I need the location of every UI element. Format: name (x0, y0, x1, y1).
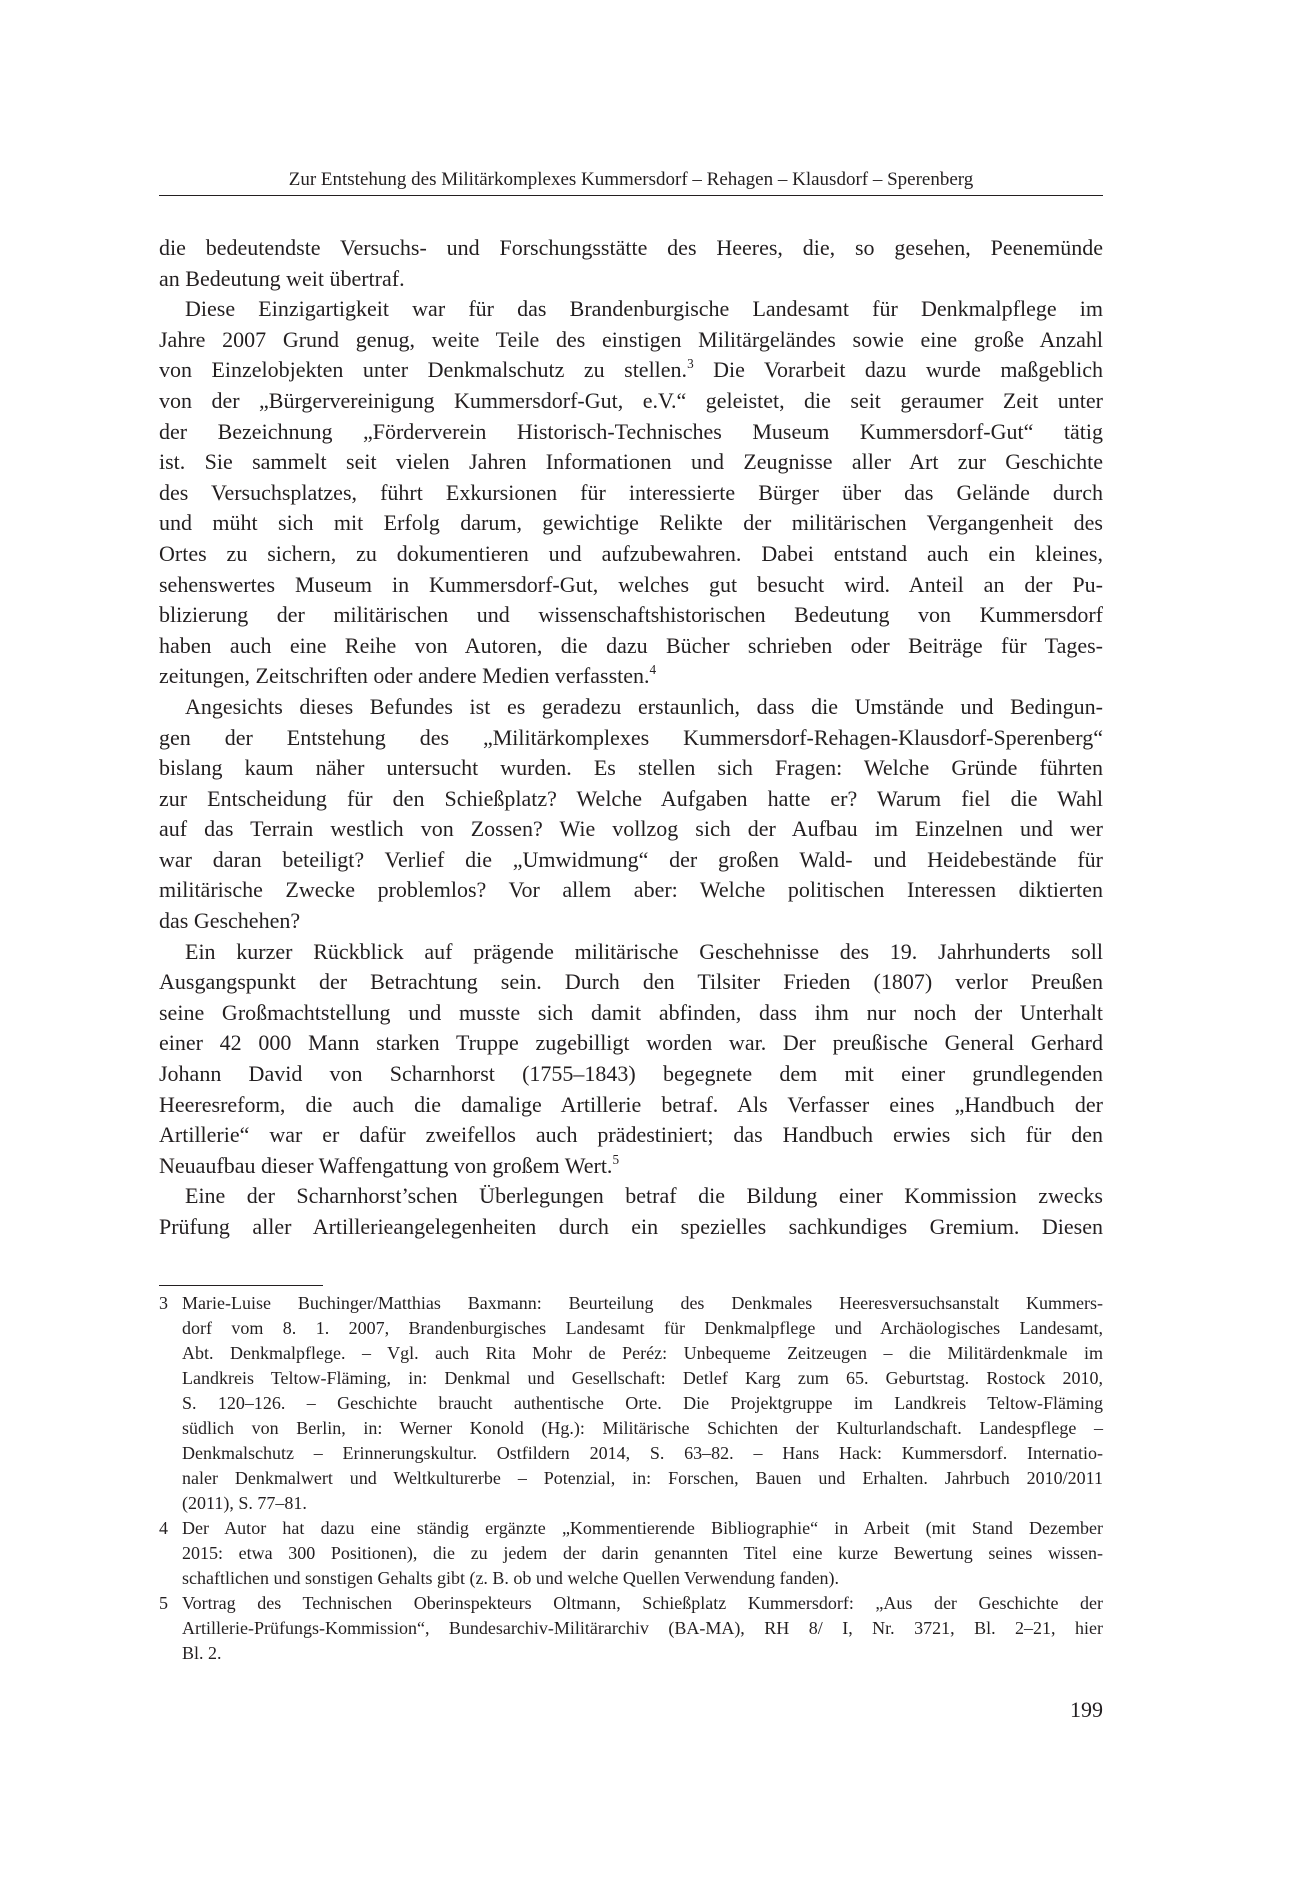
line-text: Johann David von Scharnhorst (1755–1843) begegnete dem mit einer grundlegenden (159, 1061, 1103, 1087)
line-text: ist. Sie sammelt seit vielen Jahren Informationen und Zeugnisse aller Art zur Geschichte (159, 449, 1103, 475)
line-text: war daran beteiligt? Verlief die „Umwidmung“ der großen Wald- und Heidebestände für (159, 846, 1103, 872)
paragraph (159, 233, 1103, 294)
line-text: zur Entscheidung für den Schießplatz? Welche Aufgaben hatte er? Warum fiel die Wahl (159, 785, 1103, 811)
footnote-line: Marie-Luise Buchinger/Matthias Baxmann: Beurteilung des Denkmales Heeresversuchsanstalt Kummers- (182, 1293, 1103, 1313)
line-text: an Bedeutung weit übertraf. (159, 265, 405, 291)
line-text: das Geschehen? (159, 908, 301, 934)
text-line (159, 784, 1103, 815)
line-text: Jahre 2007 Grund genug, weite Teile des einstigen Militärgeländes sowie eine große Anzahl (159, 326, 1103, 352)
footnote-reference[interactable]: 4 (649, 662, 657, 678)
line-text: Artillerie“ war er dafür zweifellos auch prädestiniert; das Handbuch erwies sich für den (159, 1122, 1103, 1148)
line-text: auf das Terrain westlich von Zossen? Wie vollzog sich der Aufbau im Einzelnen und wer (159, 816, 1103, 842)
text-line (159, 814, 1103, 845)
footnote-line: Bl. 2. (182, 1643, 222, 1663)
footnote-reference[interactable]: 3 (687, 356, 694, 372)
text-line (159, 478, 1103, 509)
footnote (159, 1516, 1103, 1591)
line-text: und müht sich mit Erfolg darum, gewichtige Relikte der militärischen Vergangenheit des (159, 510, 1103, 536)
text-line (159, 1151, 1103, 1182)
text-line (159, 967, 1103, 998)
text-line (159, 386, 1103, 417)
text-line (159, 600, 1103, 631)
paragraph (159, 937, 1103, 1182)
text-line (159, 875, 1103, 906)
text-line (159, 845, 1103, 876)
footnote-number: 3 (159, 1293, 168, 1313)
line-text: zeitungen, Zeitschriften oder andere Medien verfassten. (159, 663, 650, 689)
text-line (159, 661, 1103, 692)
footnotes (159, 1291, 1103, 1666)
text-line (159, 753, 1103, 784)
line-text: Eine der Scharnhorst’schen Überlegungen betraf die Bildung einer Kommission zwecks (185, 1183, 1103, 1209)
text-line (159, 233, 1103, 264)
text-line (159, 1181, 1103, 1212)
paragraph (159, 1181, 1103, 1242)
line-text: von Einzelobjekten unter Denkmalschutz zu stellen. (159, 357, 688, 383)
line-text: Ortes zu sichern, zu dokumentieren und aufzubewahren. Dabei entstand auch ein kleines, (159, 540, 1103, 566)
body-text (159, 233, 1103, 1243)
footnote (159, 1591, 1103, 1666)
footnote-line: Abt. Denkmalpflege. – Vgl. auch Rita Mohr de Peréz: Unbequeme Zeitzeugen – die Militärdenkmale im (182, 1343, 1103, 1363)
text-line (159, 1028, 1103, 1059)
line-text: Neuaufbau dieser Waffengattung von großem Wert. (159, 1152, 613, 1178)
line-text: der Bezeichnung „Förderverein Historisch-Technisches Museum Kummersdorf-Gut“ tätig (159, 418, 1103, 444)
footnote-line: schaftlichen und sonstigen Gehalts gibt (z. B. ob und welche Quellen Verwendung fanden). (182, 1568, 839, 1588)
footnote (159, 1291, 1103, 1516)
line-text: blizierung der militärischen und wissenschaftshistorischen Bedeutung von Kummersdorf (159, 602, 1103, 628)
text-line (159, 723, 1103, 754)
footnote-line: Vortrag des Technischen Oberinspekteurs Oltmann, Schießplatz Kummersdorf: „Aus der Geschichte der (182, 1593, 1103, 1613)
line-text: Ausgangspunkt der Betrachtung sein. Durch den Tilsiter Frieden (1807) verlor Preußen (159, 969, 1103, 995)
text-line (159, 355, 1103, 386)
text-line (159, 417, 1103, 448)
footnote-line: 2015: etwa 300 Positionen), die zu jedem der darin genannten Titel eine kurze Bewertung seines wissen- (182, 1543, 1103, 1563)
footnote-line: S. 120–126. – Geschichte braucht authentische Orte. Die Projektgruppe im Landkreis Teltow-Fläming (182, 1393, 1103, 1413)
footnote-line: naler Denkmalwert und Weltkulturerbe – Potenzial, in: Forschen, Bauen und Erhalten. Jahrbuch 2010/2011 (182, 1468, 1103, 1488)
text-line (159, 906, 1103, 937)
line-text: die bedeutendste Versuchs- und Forschungsstätte des Heeres, die, so gesehen, Peenemünde (159, 235, 1103, 260)
footnote-line: Artillerie-Prüfungs-Kommission“, Bundesarchiv-Militärarchiv (BA-MA), RH 8/ I, Nr. 3721, Bl. 2–21, hier (182, 1618, 1103, 1638)
paragraph (159, 692, 1103, 937)
footnote-line: Landkreis Teltow-Fläming, in: Denkmal und Gesellschaft: Detlef Karg zum 65. Geburtstag. Rostock 2010, (182, 1368, 1103, 1388)
text-line (159, 1059, 1103, 1090)
line-text: Heeresreform, die auch die damalige Artillerie betraf. Als Verfasser eines „Handbuch der (159, 1091, 1103, 1117)
footnote-line: Denkmalschutz – Erinnerungskultur. Ostfildern 2014, S. 63–82. – Hans Hack: Kummersdorf. Internatio- (182, 1443, 1103, 1463)
line-text: haben auch eine Reihe von Autoren, die dazu Bücher schrieben oder Beiträge für Tages- (159, 632, 1103, 658)
page-number: 199 (1070, 1697, 1103, 1722)
line-text: sehenswertes Museum in Kummersdorf-Gut, welches gut besucht wird. Anteil an der Pu- (159, 571, 1103, 597)
line-text: Diese Einzigartigkeit war für das Brandenburgische Landesamt für Denkmalpflege im (185, 296, 1103, 322)
footnote-reference[interactable]: 5 (612, 1151, 620, 1167)
footnote-number: 5 (159, 1593, 168, 1613)
line-text: bislang kaum näher untersucht wurden. Es stellen sich Fragen: Welche Gründe führten (159, 755, 1103, 781)
line-text: Prüfung aller Artillerieangelegenheiten durch ein spezielles sachkundiges Gremium. Diesen (159, 1214, 1103, 1239)
text-line (159, 539, 1103, 570)
header-rule (159, 195, 1103, 196)
text-line (159, 264, 1103, 295)
footnote-line: Der Autor hat dazu eine ständig ergänzte „Kommentierende Bibliographie“ in Arbeit (mit Stand Dezember (182, 1518, 1103, 1538)
line-text: gen der Entstehung des „Militärkomplexes Kummersdorf-Rehagen-Klausdorf-Sperenberg“ (159, 724, 1103, 750)
line-text: von der „Bürgervereinigung Kummersdorf-Gut, e.V.“ geleistet, die seit geraumer Zeit unter (159, 387, 1103, 413)
text-line (159, 325, 1103, 356)
line-text: einer 42 000 Mann starken Truppe zugebilligt worden war. Der preußische General Gerhard (159, 1030, 1103, 1056)
line-text: des Versuchsplatzes, führt Exkursionen für interessierte Bürger über das Gelände durch (159, 479, 1103, 505)
running-header: Zur Entstehung des Militärkomplexes Kummersdorf – Rehagen – Klausdorf – Sperenberg (288, 169, 974, 190)
line-text: Ein kurzer Rückblick auf prägende militärische Geschehnisse des 19. Jahrhunderts soll (185, 938, 1103, 964)
text-line (159, 447, 1103, 478)
text-line (159, 937, 1103, 968)
footnote-line: dorf vom 8. 1. 2007, Brandenburgisches Landesamt für Denkmalpflege und Archäologisches Landesamt, (182, 1318, 1103, 1338)
text-line (159, 508, 1103, 539)
text-line (159, 631, 1103, 662)
footnote-rule (159, 1285, 323, 1286)
text-line (159, 1120, 1103, 1151)
text-line (159, 570, 1103, 601)
paragraph (159, 294, 1103, 692)
footnote-line: südlich von Berlin, in: Werner Konold (Hg.): Militärische Schichten der Kulturlandschaft. Landespflege – (182, 1418, 1103, 1438)
line-text: militärische Zwecke problemlos? Vor allem aber: Welche politischen Interessen diktierten (159, 877, 1103, 903)
line-text: Angesichts dieses Befundes ist es geradezu erstaunlich, dass die Umstände und Bedingun- (185, 693, 1103, 719)
text-line (159, 1090, 1103, 1121)
footnote-number: 4 (159, 1518, 168, 1538)
text-line (159, 294, 1103, 325)
text-line (159, 1212, 1103, 1243)
line-text: Die Vorarbeit dazu wurde maßgeblich (693, 357, 1103, 383)
text-line (159, 692, 1103, 723)
line-text: seine Großmachtstellung und musste sich damit abfinden, dass ihm nur noch der Unterhalt (159, 999, 1103, 1025)
text-line (159, 998, 1103, 1029)
footnote-line: (2011), S. 77–81. (182, 1493, 307, 1513)
